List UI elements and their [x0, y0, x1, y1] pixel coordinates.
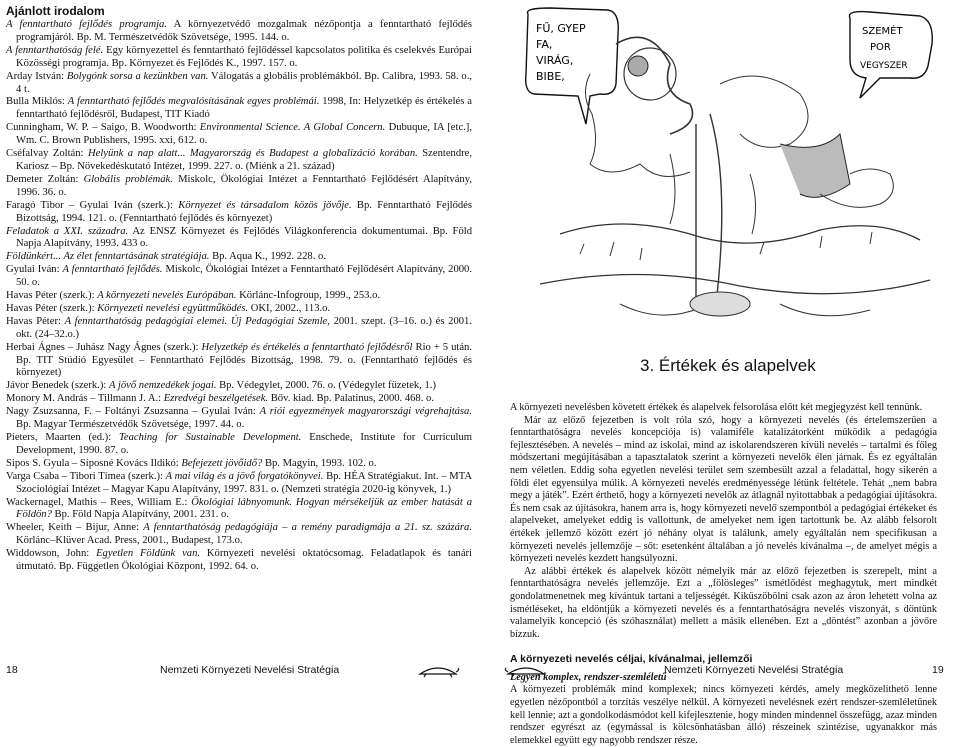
- reference-item: [6, 393, 472, 406]
- reference-item: [6, 380, 472, 393]
- reference-item: [6, 45, 472, 71]
- reference-item: [6, 148, 472, 174]
- right-page-number: 19: [932, 664, 944, 676]
- reference-item: [6, 264, 472, 290]
- reference-item: [6, 174, 472, 200]
- reference-author: Sipos S. Gyula – Síposné Kovács Ildikó:: [6, 457, 182, 469]
- bubble-right-line-1: SZEMÉT: [862, 26, 903, 37]
- reference-author: Monory M. András – Tillmann J. A.:: [6, 393, 164, 405]
- reference-details: Bp. Föld Napja Alapítvány, 2001. 231. o.: [51, 509, 229, 521]
- right-body-text: [510, 402, 937, 747]
- reference-title: Helyzetkép és értékelés a fenntartható fejlődésről: [201, 341, 413, 353]
- reference-title: Helyünk a nap alatt... Magyarország és Budapest a globalizáció korában.: [88, 148, 418, 160]
- reference-author: Pieters, Maarten (ed.):: [6, 432, 120, 443]
- bubble-left-line-3: VIRÁG,: [536, 54, 574, 67]
- reference-item: [6, 471, 472, 497]
- reference-details: Körlánc-Infogroup, 1999., 253.o.: [236, 290, 381, 302]
- reference-details: Körlánc–Klüver Acad. Press, 2001., Budapest, 173.o.: [16, 535, 243, 547]
- reference-title: Befejezett jövőidő?: [181, 457, 263, 469]
- reference-item: [6, 548, 472, 574]
- reference-author: Havas Péter:: [6, 315, 65, 327]
- reference-list: [6, 19, 472, 574]
- reference-title: A fenntartható fejlődés programja.: [6, 19, 167, 30]
- bubble-left-line-2: FA,: [536, 38, 553, 51]
- section-title: 3. Értékek és alapelvek: [640, 356, 816, 375]
- reference-details: Bp. Védegylet, 2000. 76. o. (Védegylet füzetek, 1.): [216, 380, 436, 392]
- subheading-goals: A környezeti nevelés céljai, kívánalmai, jellemzői: [510, 653, 753, 666]
- bubble-right-line-3: VEGYSZER: [860, 61, 908, 71]
- reference-item: [6, 71, 472, 97]
- reference-title: Ezredvégi beszélgetések.: [163, 393, 269, 405]
- reference-details: OKI, 2002., 113.o.: [248, 302, 331, 314]
- reference-title: Bolygónk sorsa a kezünkben van.: [66, 70, 209, 82]
- reference-item: [6, 122, 472, 148]
- reference-details: 1998, In: Helyzetkép és értékelés a fenntartható fejlődésről, Budapest, TIT Kiadó: [16, 96, 472, 121]
- reference-title: Egyetlen Földünk van.: [96, 548, 201, 560]
- left-footer-title: Nemzeti Környezeti Nevelési Stratégia: [160, 664, 340, 676]
- reference-item: [6, 497, 472, 523]
- reference-item: [6, 96, 472, 122]
- reference-title: Környezet és társadalom közös jövője.: [178, 199, 352, 211]
- reference-item: [6, 200, 472, 226]
- reference-author: Demeter Zoltán:: [6, 173, 84, 185]
- reference-title: Ökológiai lábnyomunk. Hogyan mérsékeljük az ember hatását a Földön?: [16, 496, 472, 521]
- reference-item: [6, 19, 472, 45]
- paragraph-repetition: Az alábbi értékek és alapelvek között némelyik már az előző fejezetben is szerepelt, mint a fenntarthatóságra nevelés jellemzője. Ezt a „fölösleges” ismétlődést meghagytuk, mert mindkét gondolatmenetnek meg kívántuk tartani a teljességét. Kiküszöbölni csak azon az áron lehetett volna az ismétléseket, ha eldöntjük a környezeti nevelés és a fenntarthatóságra nevelés viszonyát, s döntünk valamelyik koncepció (és szóhasználat) mellett a másik ellenében. Ezt a „döntést” azonban a jövőre bízzuk.: [510, 565, 937, 640]
- reference-item: [6, 406, 472, 432]
- reference-title: A jövő nemzedékek jogai.: [108, 380, 217, 392]
- reference-details: Dubuque, IA [etc.], Wm. C. Brown Publishers, 1995. xxi, 612. o.: [16, 122, 472, 147]
- reference-item: [6, 316, 472, 342]
- right-footer-title: Nemzeti Környezeti Nevelési Stratégia: [664, 664, 844, 676]
- reference-item: [6, 522, 472, 548]
- reference-details: Bp. Aqua K., 1992. 228. o.: [209, 251, 326, 263]
- left-page: [0, 0, 480, 684]
- reference-details: Bp. Magyar Természetvédők Szövetsége, 1997. 44. o.: [16, 419, 245, 431]
- reference-details: Válogatás a globális problémákból. Bp. Calibra, 1993. 58. o., 4 t.: [16, 70, 472, 95]
- paragraph-complex: A környezeti problémák mind komplexek; nincs környezeti kérdés, amely megközelíthető lenne egyetlen nézőpontból a torzítás veszélye nélkül. A környezeti nevelésnek ezért rendszer-szemléletűnek kell lennie; azt a gondolkodásmódot kell kifejlesztenie, hogy minden mindennel összefügg, azaz minden rendszer egyrészt az (egymással is kölcsönhatásban álló) részeinek szintézise, ugyanakkor más elemekkel együtt egy nagyobb rendszer része.: [510, 684, 937, 746]
- cartoon-illustration: [520, 4, 940, 346]
- reference-details: Bőv. kiad. Bp. Palatinus, 2000. 468. o.: [268, 393, 434, 405]
- reference-title: Teaching for Sustainable Development.: [119, 432, 302, 443]
- reference-title: A fenntartható fejlődés.: [62, 264, 163, 276]
- paragraph-catalyst: Már az előző fejezetben is volt róla szó, hogy a környezeti nevelés (és értelemszerűen a fenntarthatóságra nevelés koncepciója is) valamiféle katalizátorként működik a pedagógia fejlesztésében. A nevelés – mind az iskolai, mind az iskolarendszeren kívüli nevelés – tartalmi és főleg módszertani megújításában a tapasztalatok szerint a környezeti nevelők élen járnak. És ez egyáltalán nem véletlen. Eddig soha egyetlen nevelési terület sem szembesült azzal a feladattal, hogy sikerén a földi élet egyensúlya múlik. A környezeti nevelés eredményessége létünk feltétele. Tehát „nem babra megy a játék”. Ezért érthető, hogy a környezeti nevelők az átlagnál nyitottabbak a pedagógiai újításokra. És nem csak az újításokra, hanem arra is, hogy környezeti nevelő szempontból a pedagógiai értékeket és alapelveket, amelyeket eddig is vallottunk, de amelyeket nem igen tartottunk be. Az alább felsorolt értékek jellemző között ezért jó néhány olyat is találunk, amely egyáltalán nem specifikusan a környezeti nevelés jellemzője – sőt: esetenként általában a jó nevelés kívánalma –, de amelyet mégis a környezeti nevelés kezdett hangsúlyozni.: [510, 414, 937, 565]
- reference-author: Cséfalvay Zoltán:: [6, 148, 88, 160]
- reference-details: Bp. HÉA Stratégiakut. Int. – MTA Szociológiai Intézet – Magyar Kapu Alapítvány, 1997. 831. o. (Nemzeti stratégia 2020-ig könyvek, 1.): [16, 470, 472, 495]
- reference-author: Herbai Ágnes – Juhász Nagy Ágnes (szerk.):: [6, 341, 202, 353]
- reference-author: Arday István:: [6, 70, 67, 82]
- turtle-ornament-icon: [504, 660, 548, 678]
- reference-title: A mai világ és a jövő forgatókönyvei.: [165, 470, 324, 482]
- turtle-ornament-icon: [416, 660, 460, 678]
- reference-details: Környezeti nevelési oktatócsomag. Feladatlapok és tanári útmutató. Bp. Független Ökológiai Központ, 1992. 64. o.: [16, 548, 472, 573]
- reference-details: A környezetvédő mozgalmak nézőpontja a fenntartható fejlődés programjáról. Bp. M. Természetvédők Szövetsége, 1995. 144. o.: [16, 19, 472, 43]
- right-page: [480, 0, 959, 746]
- reference-item: [6, 290, 472, 303]
- reference-title: A fenntartható fejlődés megvalósításának egyes problémái.: [67, 96, 320, 108]
- reference-details: Miskolc, Ökológiai Intézet a Fenntartható Fejlődésért Alapítvány, 1996. 36. o.: [16, 173, 472, 198]
- reference-author: Faragó Tibor – Gyulai Iván (szerk.):: [6, 199, 179, 211]
- reference-author: Widdowson, John:: [6, 548, 97, 560]
- reference-title: A fenntarthatóság pedagógiai elemei. Új Pedagógiai Szemle,: [64, 315, 330, 327]
- reference-item: [6, 458, 472, 471]
- reference-details: Miskolc, Ökológiai Intézet a Fenntartható Fejlődésért Alapítvány, 2000. 50. o.: [16, 264, 472, 289]
- reference-author: Wheeler, Keith – Bijur, Anne:: [6, 522, 144, 534]
- reference-author: Wackernagel, Mathis – Rees, William E.:: [6, 496, 192, 508]
- reference-item: [6, 226, 472, 252]
- reference-item: [6, 432, 472, 458]
- reference-item: [6, 303, 472, 316]
- reference-details: Rio + 5 után. Bp. TIT Stúdió Egyesület – Fenntartható Fejlődés Bizottság, 1998. 79. o. (Fenntartható fejlődés és környezet): [16, 341, 473, 379]
- reference-author: Gyulai Iván:: [6, 264, 63, 276]
- reference-details: Az ENSZ Környezet és Fejlődés Világkonferencia dokumentumai. Bp. Föld Napja Alapítvány, 1993. 433 o.: [16, 225, 472, 250]
- reference-author: Jávor Benedek (szerk.):: [6, 380, 109, 392]
- reference-details: Bp. Fenntartható Fejlődés Bizottság, 1994. 121. o. (Fenntartható fejlődés és környezet): [16, 199, 473, 224]
- reference-title: Environmental Science. A Global Concern.: [199, 122, 386, 134]
- subheading-complex: Legyen komplex, rendszer-szemléletű: [510, 671, 667, 683]
- bubble-right-line-2: POR: [870, 42, 891, 53]
- reference-title: A fenntarthatóság pedagógiája – a remény paradigmája a 21. sz. százára.: [143, 522, 472, 534]
- reference-title: Földünkért... Az élet fenntartásának stratégiája.: [6, 251, 210, 263]
- reference-author: Bulla Miklós:: [6, 96, 68, 108]
- reference-item: [6, 342, 472, 381]
- reference-title: Globális problémák.: [83, 173, 173, 185]
- reference-details: Egy környezettel és fenntartható fejlődéssel kapcsolatos politika és cselekvés Európai Közösségi programja. Bp. Környezet és Fejlődés K., 1997. 157. o.: [16, 44, 472, 69]
- bubble-left-line-4: BIBE,: [536, 70, 565, 83]
- reference-author: Varga Csaba – Tibori Tímea (szerk.):: [6, 470, 166, 482]
- reference-details: Enschede, Institute for Curriculum Development, 1990. 87. o.: [16, 432, 472, 456]
- bubble-left-line-1: FŰ, GYEP: [536, 22, 586, 35]
- reference-item: [6, 251, 472, 264]
- reading-list: [6, 4, 472, 574]
- reference-title: A fenntarthatóság felé.: [6, 44, 104, 56]
- left-page-number: 18: [6, 664, 18, 676]
- reference-title: Környezeti nevelési együttműködés.: [97, 302, 249, 314]
- reference-author: Havas Péter (szerk.):: [6, 302, 98, 314]
- reference-title: A riói egyezmények magyarországi végrehajtása.: [259, 406, 472, 418]
- reference-author: Cunningham, W. P. – Saigo, B. Woodworth:: [6, 122, 200, 134]
- paragraph-intro: A környezeti nevelésben követett értékek és alapelvek felsorolása előtt két megjegyzést kell tennünk.: [510, 402, 923, 413]
- reference-title: Feladatok a XXI. századra.: [6, 225, 129, 237]
- reference-details: Szentendre, Kariosz – Bp. Növekedéskutató Intézet, 1999. 227. o. (Miénk a 21. század): [16, 148, 473, 172]
- reference-author: Havas Péter (szerk.):: [6, 290, 98, 302]
- reference-title: A környezeti nevelés Európában.: [97, 290, 237, 302]
- reference-author: Nagy Zsuzsanna, F. – Foltányi Zsuzsanna – Gyulai Iván:: [6, 406, 260, 418]
- reading-list-heading: Ajánlott irodalom: [6, 4, 105, 18]
- reference-details: Bp. Magyin, 1993. 102. o.: [262, 457, 377, 469]
- reference-details: 2001. szept. (3–16. o.) és 2001. okt. (24–32.o.): [16, 315, 473, 340]
